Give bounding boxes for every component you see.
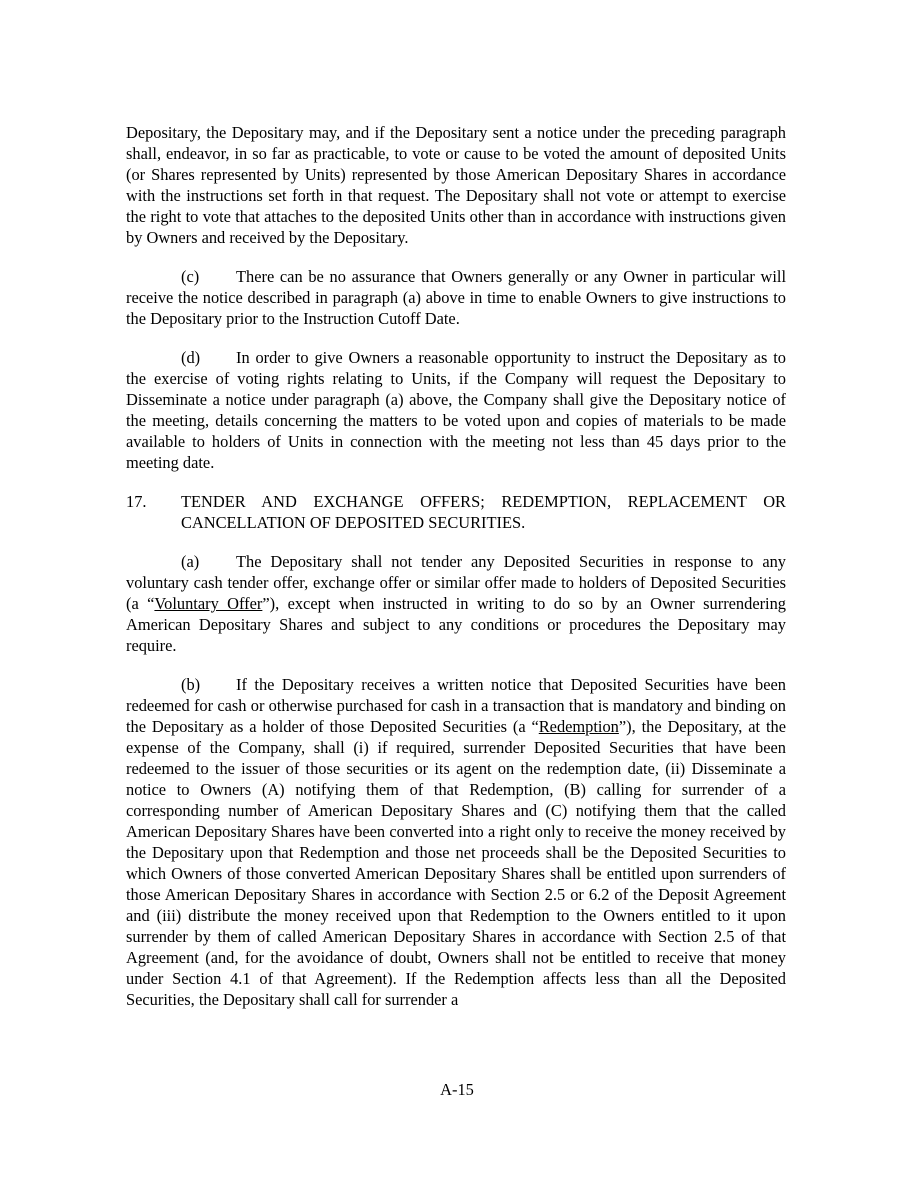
section-17-paragraph-a bbox=[126, 551, 786, 656]
paragraph-a-marker: (a) bbox=[181, 552, 200, 571]
paragraph-d-marker: (d) bbox=[181, 348, 201, 367]
paragraph-d bbox=[126, 347, 786, 473]
paragraph-d-text: In order to give Owners a reasonable opportunity to instruct the Depositary as to the exercise of voting rights relating to Units, if the Company will request the Depositary to Disseminate a notice under paragraph (a) above, the Company shall give the Depositary notice of the meeting, details concerning the matters to be voted upon and copies of materials to be made available to holders of Units in connection with the meeting not less than 45 days prior to the meeting date. bbox=[126, 348, 786, 472]
defined-term-redemption: Redemption bbox=[538, 717, 619, 736]
paragraph-a-text-after: ”), except when instructed in writing to do so by an Owner surrendering American Depositary Shares and subject to any conditions or procedures the Depositary may require. bbox=[126, 594, 787, 655]
page-number: A-15 bbox=[440, 1080, 474, 1099]
paragraph-c-marker: (c) bbox=[181, 267, 200, 286]
section-title: TENDER AND EXCHANGE OFFERS; REDEMPTION, REPLACEMENT OR CANCELLATION OF DEPOSITED SECURITIES. bbox=[181, 492, 786, 532]
document-page bbox=[126, 122, 786, 1010]
section-17-paragraph-b bbox=[126, 674, 786, 1010]
paragraph-b-text-before: If the Depositary receives a written notice that Deposited Securities have been redeemed for cash or otherwise purchased for cash in a transaction that is mandatory and binding on the Depositary as a holder of those Deposited Securities (a “ bbox=[126, 675, 786, 736]
continuation-paragraph: Depositary, the Depositary may, and if the Depositary sent a notice under the preceding paragraph shall, endeavor, in so far as practicable, to vote or cause to be voted the amount of deposited Units (or Shares represented by Units) represented by those American Depositary Shares in accordance with the instructions set forth in that request. The Depositary shall not vote or attempt to exercise the right to vote that attaches to the deposited Units other than in accordance with instructions given by Owners and received by the Depositary. bbox=[126, 123, 786, 247]
paragraph-a-text-before: The Depositary shall not tender any Deposited Securities in response to any voluntary cash tender offer, exchange offer or similar offer made to holders of Deposited Securities (a “ bbox=[126, 552, 786, 613]
paragraph-c bbox=[126, 266, 786, 329]
section-number: 17. bbox=[126, 492, 147, 511]
paragraph-b-text-after: ”), the Depositary, at the expense of the Company, shall (i) if required, surrender Deposited Securities that have been redeemed to the issuer of those securities or its agent on the redemption date, (ii) Disseminate a notice to Owners (A) notifying them of that Redemption, (B) calling for surrender of a corresponding number of American Depositary Shares and (C) notifying them that the called American Depositary Shares have been converted into a right only to receive the money received by the Depositary upon that Redemption and those net proceeds shall be the Deposited Securities to which Owners of those converted American Depositary Shares shall be entitled upon surrenders of those American Depositary Shares in accordance with Section 2.5 or 6.2 of the Deposit Agreement and (iii) distribute the money received upon that Redemption to the Owners entitled to it upon surrender by them of called American Depositary Shares in accordance with Section 2.5 of that Agreement (and, for the avoidance of doubt, Owners shall not be entitled to receive that money under Section 4.1 of that Agreement). If the Redemption affects less than all the Deposited Securities, the Depositary shall call for surrender a bbox=[126, 717, 786, 1009]
paragraph-b-marker: (b) bbox=[181, 675, 201, 694]
section-17-heading bbox=[126, 491, 786, 533]
defined-term-voluntary-offer: Voluntary Offer bbox=[154, 594, 263, 613]
paragraph-c-text: There can be no assurance that Owners generally or any Owner in particular will receive the notice described in paragraph (a) above in time to enable Owners to give instructions to the Depositary prior to the Instruction Cutoff Date. bbox=[126, 267, 786, 328]
